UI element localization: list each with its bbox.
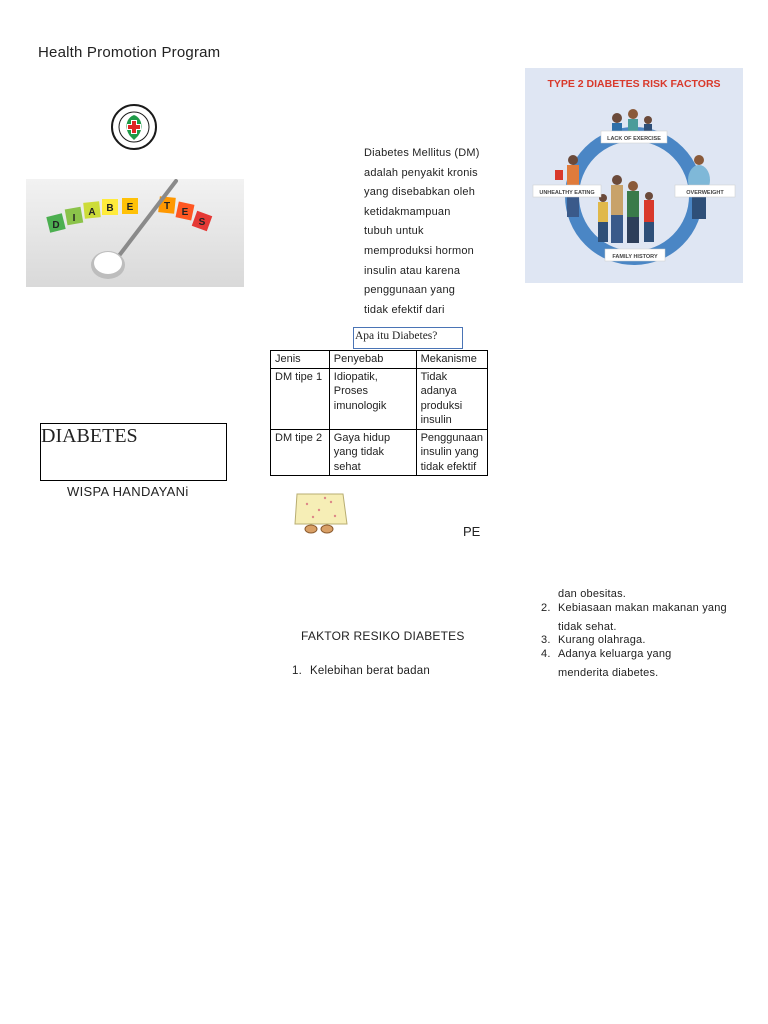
cover-title: DIABETES bbox=[41, 425, 138, 447]
intro-line: ketidakmampuan bbox=[364, 205, 451, 218]
list-item bbox=[541, 634, 646, 646]
photo-letter: B bbox=[106, 203, 114, 214]
list-number: 2. bbox=[541, 602, 551, 614]
intro-line: Diabetes Mellitus (DM) bbox=[364, 147, 480, 159]
table-cell: Idiopatik, Proses imunologik bbox=[329, 368, 416, 429]
table-header-cell: Jenis bbox=[271, 351, 330, 369]
intro-line: tidak efektif dari bbox=[364, 303, 445, 316]
intro-line: penggunaan yang bbox=[364, 284, 456, 297]
list-number: 3. bbox=[541, 634, 551, 646]
cut-off-text: PE bbox=[463, 524, 481, 539]
photo-letter: I bbox=[72, 213, 76, 224]
list-number: 4. bbox=[541, 648, 551, 660]
page-title: Health Promotion Program bbox=[38, 44, 221, 61]
risk-list-item bbox=[292, 665, 430, 677]
list-item-text: Adanya keluarga yang bbox=[558, 648, 672, 660]
photo-letter: E bbox=[181, 207, 189, 218]
feet-clipart bbox=[291, 492, 351, 534]
list-item-text: Kebiasaan makan makanan yang bbox=[558, 602, 727, 614]
list-item bbox=[541, 648, 671, 660]
infographic-label-bottom: FAMILY HISTORY bbox=[612, 254, 658, 260]
list-number: 1. bbox=[292, 665, 302, 677]
table-cell: Gaya hidup yang tidak sehat bbox=[329, 429, 416, 476]
list-item-text: Kurang olahraga. bbox=[558, 634, 646, 646]
photo-letter: E bbox=[126, 202, 134, 213]
table-cell: Tidak adanya produksi insulin bbox=[416, 368, 487, 429]
table-header-row bbox=[271, 351, 488, 369]
risk-factors-heading: FAKTOR RESIKO DIABETES bbox=[301, 629, 465, 643]
diabetes-type-table bbox=[270, 350, 488, 476]
table-header-cell: Penyebab bbox=[329, 351, 416, 369]
infographic-label-left: UNHEALTHY EATING bbox=[539, 190, 595, 196]
list-item-text: menderita diabetes. bbox=[558, 667, 659, 679]
table-header-cell: Mekanisme bbox=[416, 351, 487, 369]
list-item bbox=[541, 602, 727, 614]
list-item-text: dan obesitas. bbox=[558, 588, 627, 600]
intro-paragraph bbox=[364, 144, 494, 320]
table-row bbox=[271, 368, 488, 429]
risk-factors-infographic bbox=[525, 68, 743, 283]
list-item-text: tidak sehat. bbox=[558, 621, 617, 633]
infographic-label-top: LACK OF EXERCISE bbox=[607, 136, 661, 142]
infographic-label-right: OVERWEIGHT bbox=[686, 190, 724, 196]
intro-line: memproduksi hormon bbox=[364, 244, 474, 257]
table-row bbox=[271, 429, 488, 476]
intro-line: tubuh untuk bbox=[364, 225, 424, 238]
photo-letter: T bbox=[163, 201, 171, 212]
intro-line: yang disebabkan oleh bbox=[364, 186, 476, 199]
table-cell: Penggunaan insulin yang tidak efektif bbox=[416, 429, 487, 476]
list-item-text: Kelebihan berat badan bbox=[310, 665, 430, 677]
question-text: Apa itu Diabetes? bbox=[355, 330, 438, 342]
author-name: WISPA HANDAYANi bbox=[67, 484, 189, 499]
photo-letter: D bbox=[52, 220, 60, 231]
risk-list-continued bbox=[541, 588, 751, 688]
intro-line: insulin atau karena bbox=[364, 264, 461, 277]
infographic-title: TYPE 2 DIABETES RISK FACTORS bbox=[547, 78, 721, 90]
table-cell: DM tipe 1 bbox=[271, 368, 330, 429]
photo-letter: S bbox=[198, 217, 206, 228]
table-cell: DM tipe 2 bbox=[271, 429, 330, 476]
diabetes-sugar-photo bbox=[26, 179, 244, 287]
bhakti-husada-logo bbox=[110, 98, 158, 156]
intro-line: adalah penyakit kronis bbox=[364, 166, 478, 179]
photo-letter: A bbox=[88, 207, 96, 218]
